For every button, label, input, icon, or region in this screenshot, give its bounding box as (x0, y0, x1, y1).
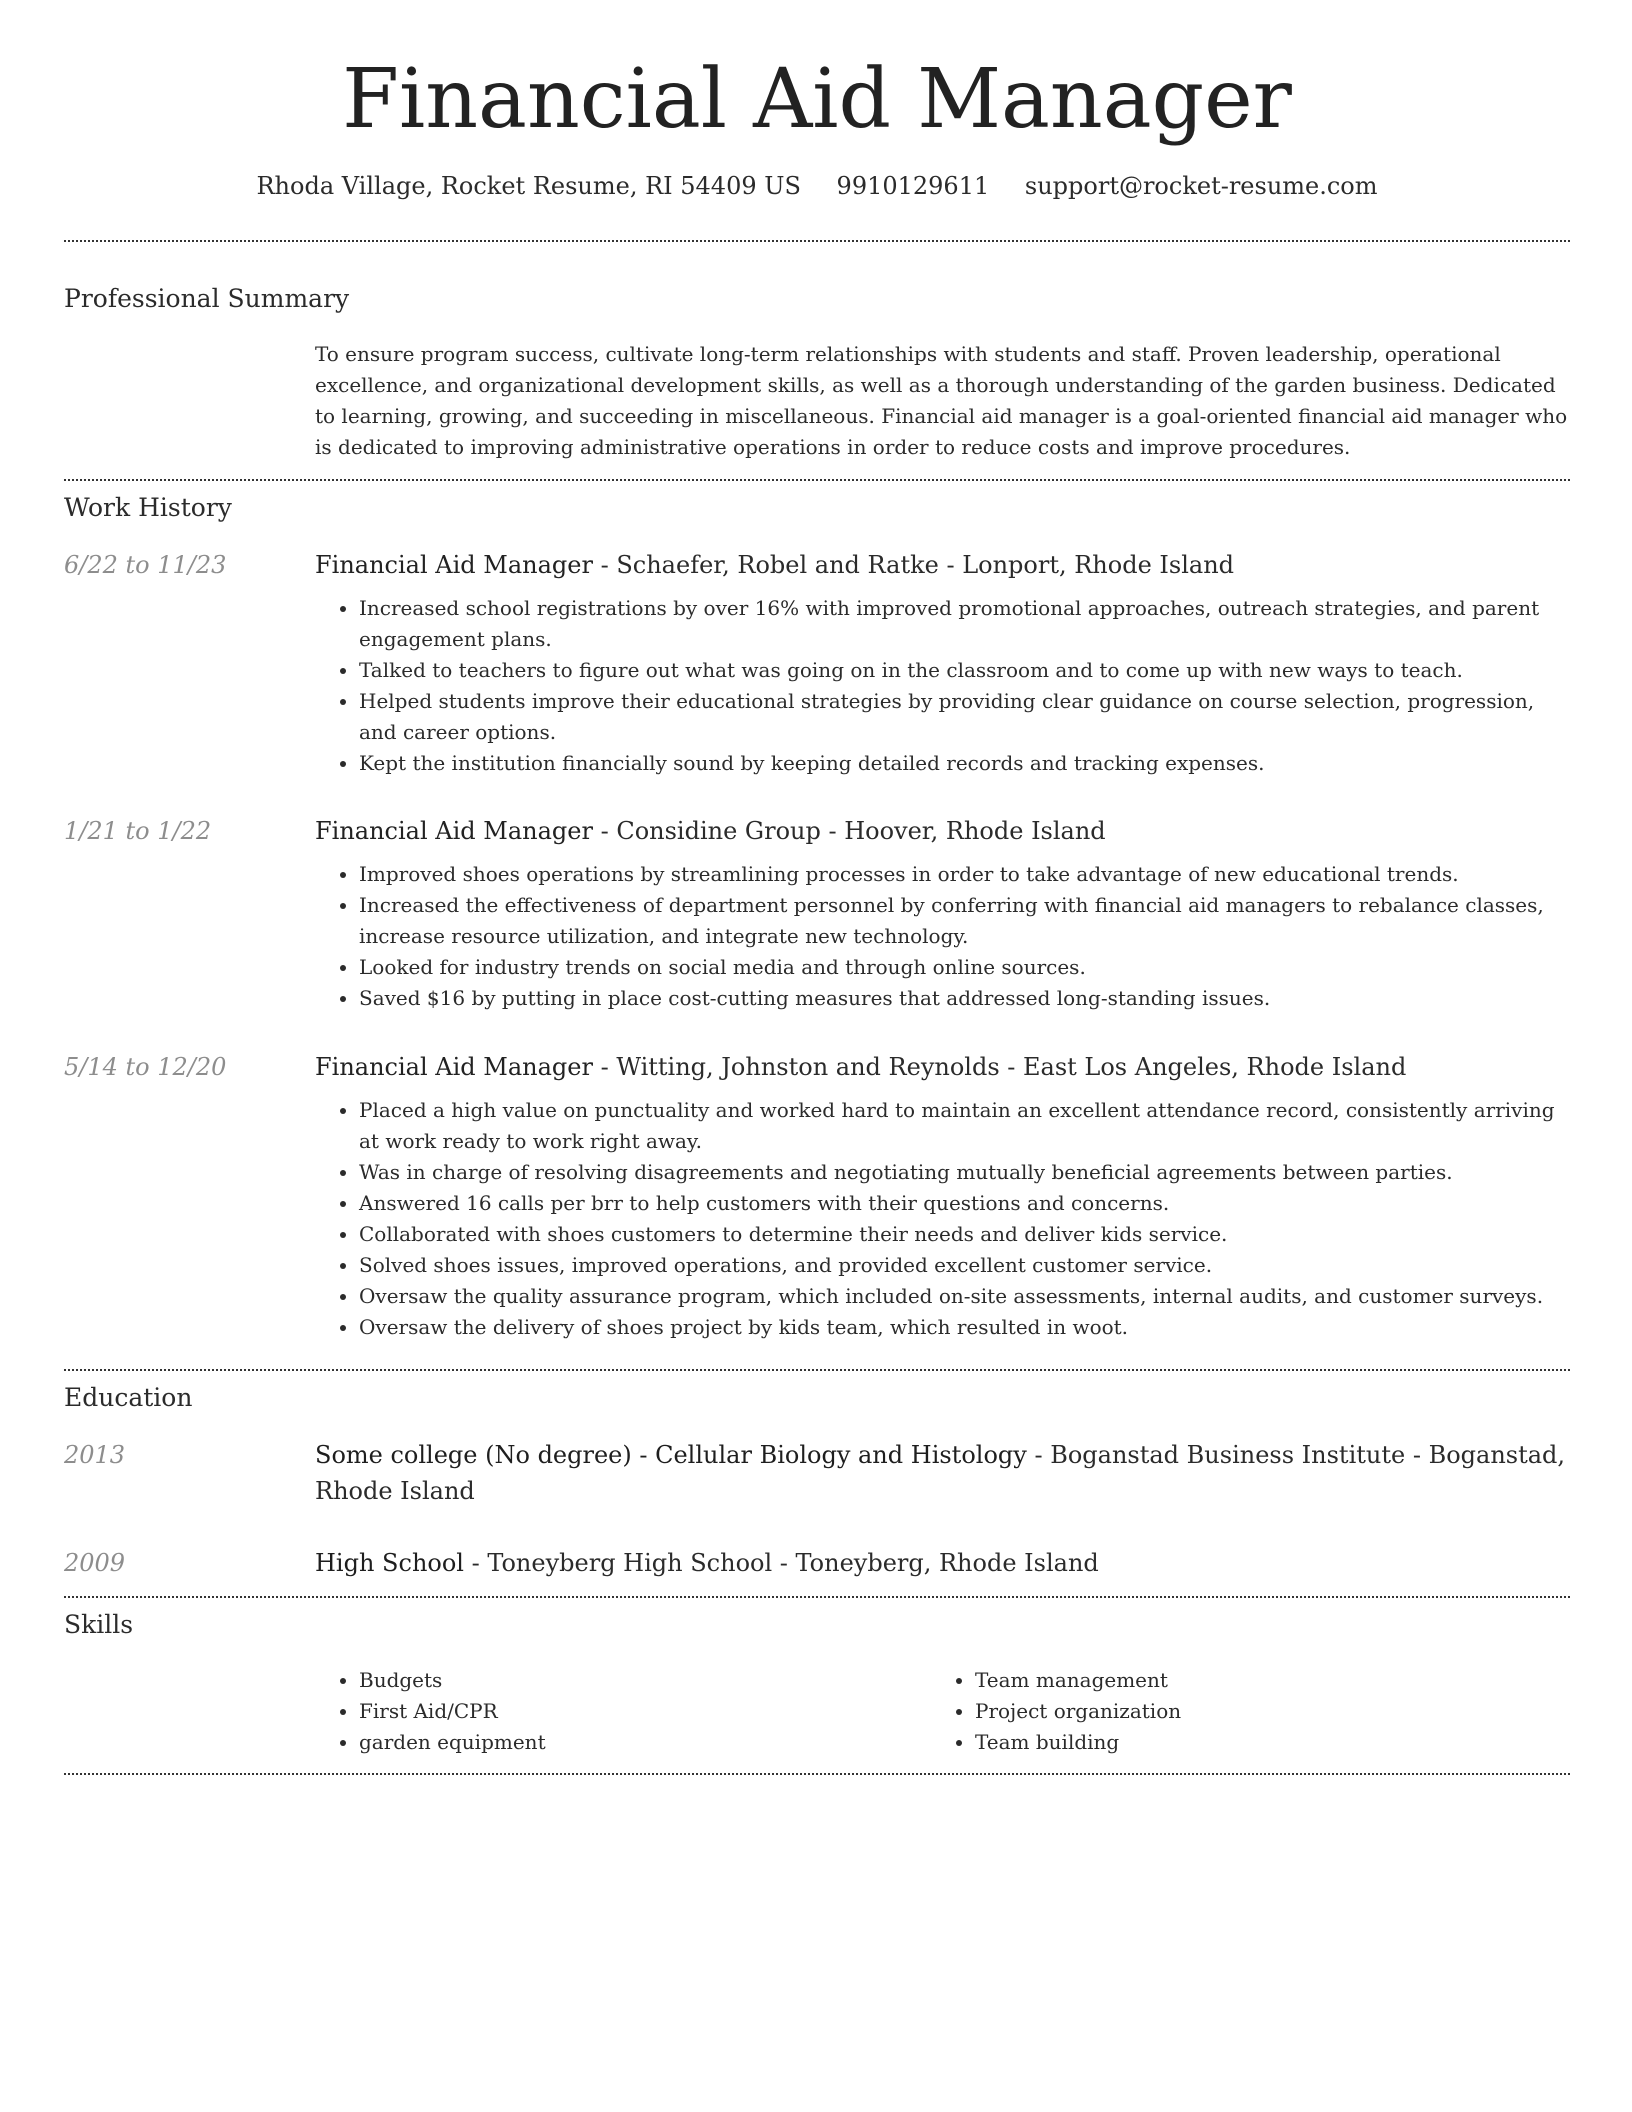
job-bullet: • Answered 16 calls per brr to help customers with their questions and concerns. (359, 1188, 1570, 1219)
job-bullet: • Collaborated with shoes customers to determine their needs and deliver kids service. (359, 1219, 1570, 1250)
section-title-work: Work History (64, 493, 232, 522)
divider (64, 240, 1570, 242)
summary-text: To ensure program success, cultivate long-term relationships with students and staff. Proven leadership, operational excellence, and organizational development skills, as well as a thorough understanding of the garden business. Dedicated to learning, growing, and succeeding in miscellaneous. Financial aid manager is a goal-oriented financial aid manager who is dedicated to improving administrative operations in order to reduce costs and improve procedures. (315, 342, 1568, 459)
job-bullet: • Saved $16 by putting in place cost-cutting measures that addressed long-standing issues. (359, 983, 1570, 1014)
job-bullet: • Talked to teachers to figure out what was going on in the classroom and to come up with new ways to teach. (359, 655, 1570, 686)
education-entry (315, 1437, 1570, 1509)
education-title (315, 1437, 1570, 1509)
section-title-skills: Skills (64, 1610, 134, 1639)
skills-list (315, 1665, 915, 1758)
job-dates: 5/14 to 12/20 (64, 1053, 227, 1081)
skill-item: • First Aid/CPR (359, 1696, 915, 1727)
job-role: Financial Aid Manager (315, 551, 593, 579)
section-title-summary: Professional Summary (64, 284, 350, 313)
skills-list (931, 1665, 1531, 1758)
education-entry (315, 1545, 1570, 1581)
section-title-education: Education (64, 1383, 193, 1412)
job-bullet: • Was in charge of resolving disagreements and negotiating mutually beneficial agreements between parties. (359, 1157, 1570, 1188)
job-entry (315, 813, 1570, 1014)
job-bullet: • Solved shoes issues, improved operations, and provided excellent customer service. (359, 1250, 1570, 1281)
skill-item: • Team management (975, 1665, 1531, 1696)
job-bullet: • Helped students improve their educational strategies by providing clear guidance on course selection, progression, and career options. (359, 686, 1570, 748)
resume-name: Financial Aid Manager (342, 52, 1292, 147)
job-employer: - Witting, Johnston and Reynolds - East Los Angeles, Rhode Island (592, 1053, 1407, 1081)
job-role: Financial Aid Manager (315, 817, 593, 845)
job-title (315, 1049, 1570, 1085)
divider (64, 1773, 1570, 1775)
education-school: - Toneyberg High School - Toneyberg, Rhode Island (463, 1549, 1099, 1577)
summary-block (315, 339, 1570, 463)
job-title (315, 547, 1570, 583)
education-title (315, 1545, 1570, 1581)
job-bullet: • Oversaw the delivery of shoes project by kids team, which resulted in woot. (359, 1312, 1570, 1343)
job-bullet: • Oversaw the quality assurance program, which included on-site assessments, internal audits, and customer surveys. (359, 1281, 1570, 1312)
divider (64, 1596, 1570, 1598)
job-employer: - Schaefer, Robel and Ratke - Lonport, Rhode Island (592, 551, 1235, 579)
education-year: 2013 (64, 1441, 126, 1469)
job-entry (315, 547, 1570, 779)
job-role: Financial Aid Manager (315, 1053, 593, 1081)
contact-phone: 9910129611 (836, 172, 990, 200)
job-bullets (315, 1095, 1570, 1343)
skill-item: • Project organization (975, 1696, 1531, 1727)
contact-email: support@rocket-resume.com (1024, 172, 1378, 200)
education-degree: High School (315, 1549, 464, 1577)
job-bullets (315, 593, 1570, 779)
job-bullet: • Placed a high value on punctuality and worked hard to maintain an excellent attendance record, consistently arriving at work ready to work right away. (359, 1095, 1570, 1157)
skill-item: • garden equipment (359, 1727, 915, 1758)
job-dates: 6/22 to 11/23 (64, 551, 227, 579)
contact-line (64, 168, 1570, 204)
skills-column-left (315, 1665, 915, 1758)
divider (64, 479, 1570, 481)
education-year: 2009 (64, 1549, 126, 1577)
divider (64, 1369, 1570, 1371)
job-entry (315, 1049, 1570, 1343)
skills-column-right (931, 1665, 1531, 1758)
job-bullet: • Improved shoes operations by streamlining processes in order to take advantage of new educational trends. (359, 859, 1570, 890)
job-employer: - Considine Group - Hoover, Rhode Island (592, 817, 1106, 845)
education-degree: Some college (No degree) - Cellular Biology and Histology (315, 1441, 1027, 1469)
contact-address: Rhoda Village, Rocket Resume, RI 54409 US (256, 172, 801, 200)
skill-item: • Team building (975, 1727, 1531, 1758)
job-bullet: • Looked for industry trends on social media and through online sources. (359, 952, 1570, 983)
education-school: - Boganstad Business Institute - Boganstad, Rhode Island (315, 1441, 1566, 1505)
job-dates: 1/21 to 1/22 (64, 817, 212, 845)
job-title (315, 813, 1570, 849)
job-bullet: • Increased the effectiveness of department personnel by conferring with financial aid managers to rebalance classes, increase resource utilization, and integrate new technology. (359, 890, 1570, 952)
skill-item: • Budgets (359, 1665, 915, 1696)
job-bullet: • Increased school registrations by over 16% with improved promotional approaches, outreach strategies, and parent engagement plans. (359, 593, 1570, 655)
job-bullet: • Kept the institution financially sound by keeping detailed records and tracking expenses. (359, 748, 1570, 779)
job-bullets (315, 859, 1570, 1014)
